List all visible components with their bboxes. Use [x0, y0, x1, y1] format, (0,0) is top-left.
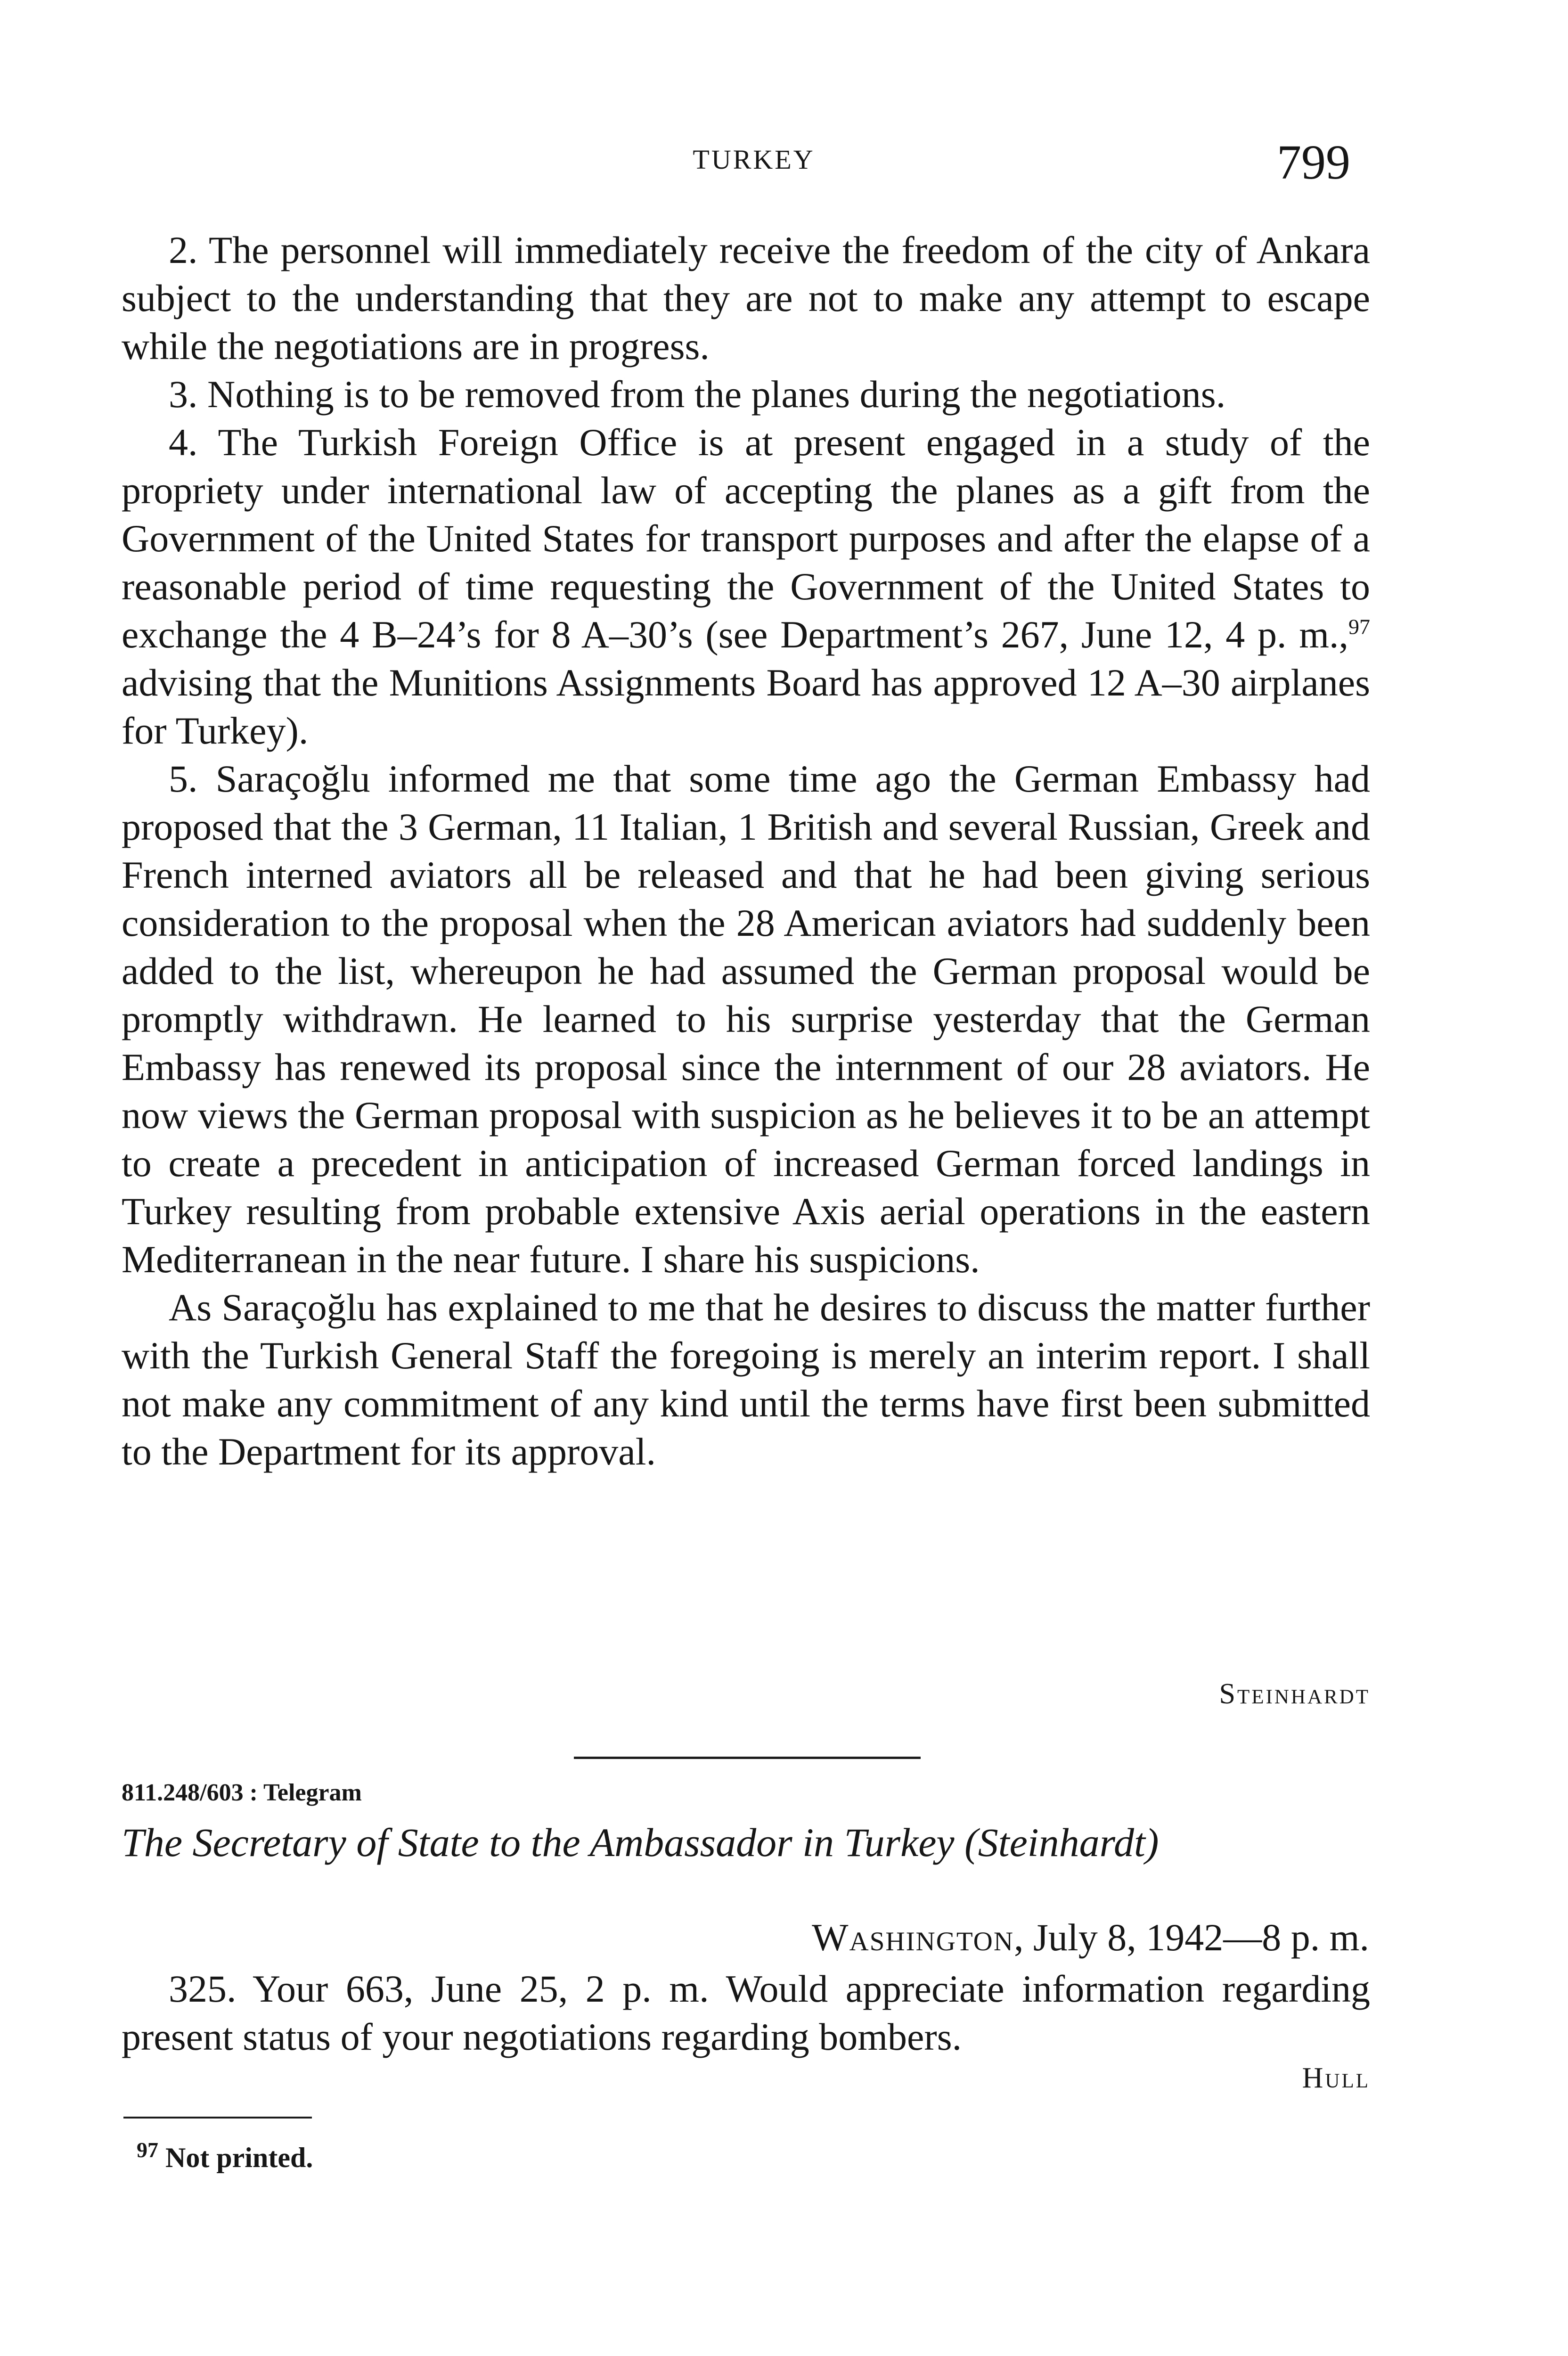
footnote-rule: [123, 2117, 312, 2119]
paragraph-2: 2. The personnel will immediately receive the freedom of the city of Ankara subject to the understanding that they are not to make any attempt to escape while the negotiations are in progress.: [122, 229, 1370, 368]
paragraph-3: 3. Nothing is to be removed from the planes during the negotiations.: [169, 373, 1226, 416]
paragraph-4-tail: advising that the Munitions Assignments Board has approved 12 A–30 airplanes for Turkey).: [122, 661, 1370, 752]
footnote-97: [137, 2138, 313, 2174]
telegram-continuation-body: [122, 226, 1370, 1476]
running-head: TURKEY: [693, 144, 815, 175]
section-divider: [574, 1757, 921, 1759]
telegram-325-text: 325. Your 663, June 25, 2 p. m. Would appreciate information regarding present status of your negotiations regarding bombers.: [122, 1967, 1370, 2058]
footnote-ref-97: 97: [1348, 614, 1370, 639]
signature-hull: Hull: [1302, 2062, 1370, 2094]
dateline-date: , July 8, 1942—8 p. m.: [1014, 1916, 1369, 1959]
telegram-325-body: [122, 1965, 1370, 2061]
dateline-place: Washington: [812, 1916, 1014, 1959]
footnote-number: 97: [137, 2138, 158, 2162]
paragraph-closing: As Saraçoğlu has explained to me that he desires to discuss the matter further with the Turkish General Staff the foregoing is merely an interim report. I shall not make any commitment of any kind until the terms have first been submitted to the Department for its approval.: [122, 1286, 1370, 1473]
page-number: 799: [1277, 135, 1350, 189]
document-title: The Secretary of State to the Ambassador in Turkey (Steinhardt): [122, 1820, 1159, 1865]
paragraph-4-text: 4. The Turkish Foreign Office is at present engaged in a study of the propriety under international law of accepting the planes as a gift from the Government of the United States for transport purposes and after the elapse of a reasonable period of time requesting the Government of the United States to exchange the 4 B–24’s for 8 A–30’s (see Department’s 267, June 12, 4 p. m.,: [122, 421, 1370, 656]
paragraph-5: 5. Saraçoğlu informed me that some time ago the German Embassy had proposed that the 3 German, 11 Italian, 1 British and several Russian, Greek and French interned aviators all be released and that he had been giving serious consideration to the proposal when the 28 American aviators had suddenly been added to the list, whereupon he had assumed the German proposal would be promptly withdrawn. He learned to his surprise yesterday that the German Embassy has renewed its proposal since the internment of our 28 aviators. He now views the German proposal with suspicion as he believes it to be an attempt to create a precedent in anticipation of increased German forced landings in Turkey resulting from probable extensive Axis aerial operations in the eastern Mediterranean in the near future. I share his suspicions.: [122, 757, 1370, 1281]
file-reference: 811.248/603 : Telegram: [122, 1779, 362, 1806]
dateline: [812, 1915, 1369, 1960]
footnote-text: Not printed.: [158, 2142, 313, 2173]
paragraph-4: [122, 418, 1370, 755]
signature-steinhardt: Steinhardt: [1219, 1678, 1370, 1710]
